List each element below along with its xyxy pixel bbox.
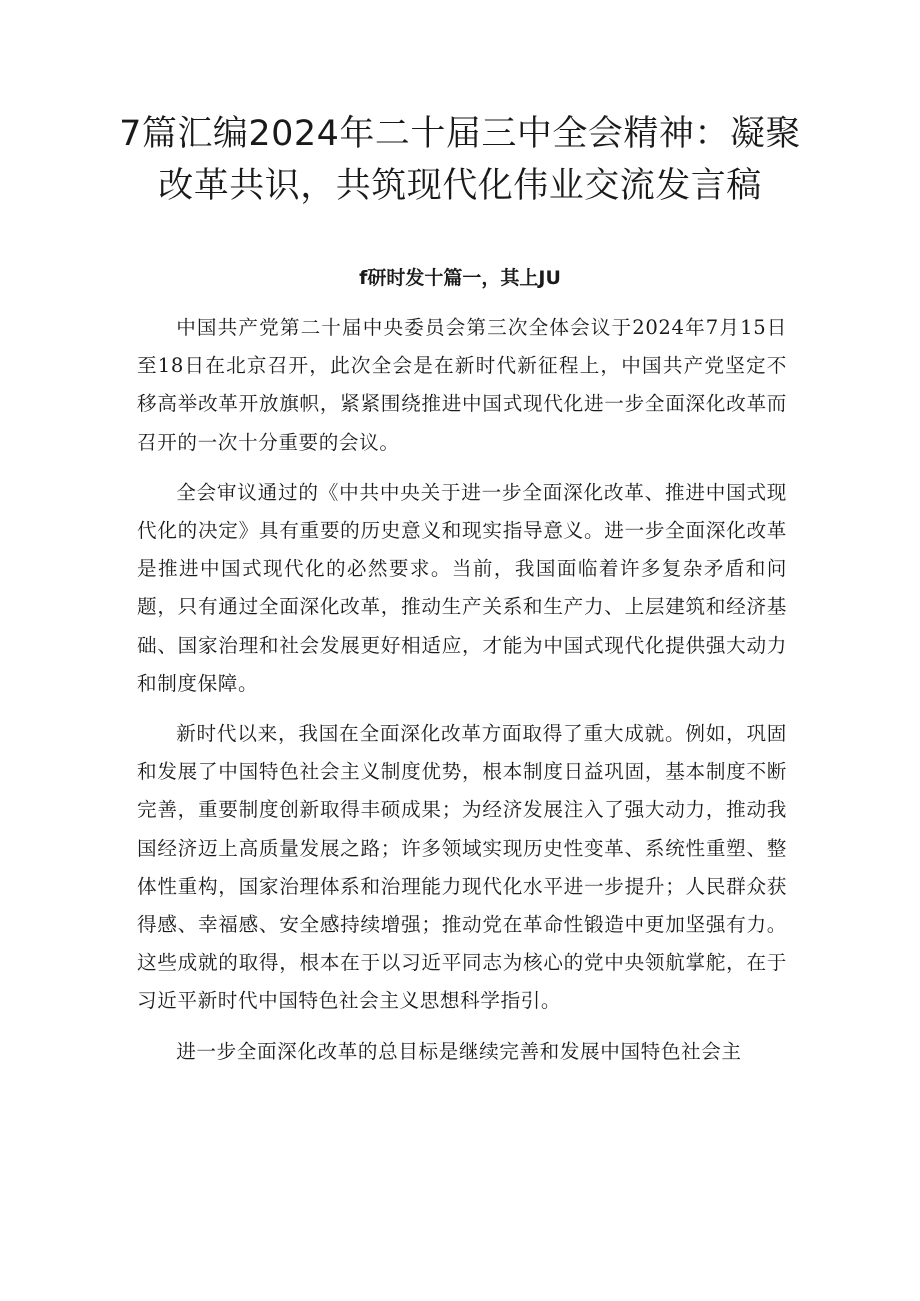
paragraph: 中国共产党第二十届中央委员会第三次全体会议于2024年7月15日至18日在北京召开，此次全会是在新时代新征程上，中国共产党坚定不移高举改革开放旗帜，紧紧围绕推进中国式现代化进一步全面深化改革而召开的一次十分重要的会议。 bbox=[137, 316, 787, 454]
document-body bbox=[137, 309, 787, 1083]
paragraph: 全会审议通过的《中共中央关于进一步全面深化改革、推进中国式现代化的决定》具有重要的历史意义和现实指导意义。进一步全面深化改革是推进中国式现代化的必然要求。当前，我国面临着许多复杂矛盾和问题，只有通过全面深化改革，推动生产关系和生产力、上层建筑和经济基础、国家治理和社会发展更好相适应，才能为中国式现代化提供强大动力和制度保障。 bbox=[137, 480, 787, 695]
paragraph: 新时代以来，我国在全面深化改革方面取得了重大成就。例如，巩固和发展了中国特色社会主义制度优势，根本制度日益巩固，基本制度不断完善，重要制度创新取得丰硕成果；为经济发展注入了强大动力，推动我国经济迈上高质量发展之路；许多领域实现历史性变革、系统性重塑、整体性重构，国家治理体系和治理能力现代化水平进一步提升；人民群众获得感、幸福感、安全感持续增强；推动党在革命性锻造中更加坚强有力。这些成就的取得，根本在于以习近平同志为核心的党中央领航掌舵，在于习近平新时代中国特色社会主义思想科学指引。 bbox=[137, 722, 787, 1013]
document-title: 7篇汇编2024年二十届三中全会精神：凝聚改革共识，共筑现代化伟业交流发言稿 bbox=[119, 114, 801, 206]
paragraph: 进一步全面深化改革的总目标是继续完善和发展中国特色社会主 bbox=[176, 1039, 742, 1063]
document-subtitle: f研时发十篇一，其上JU bbox=[359, 267, 561, 289]
